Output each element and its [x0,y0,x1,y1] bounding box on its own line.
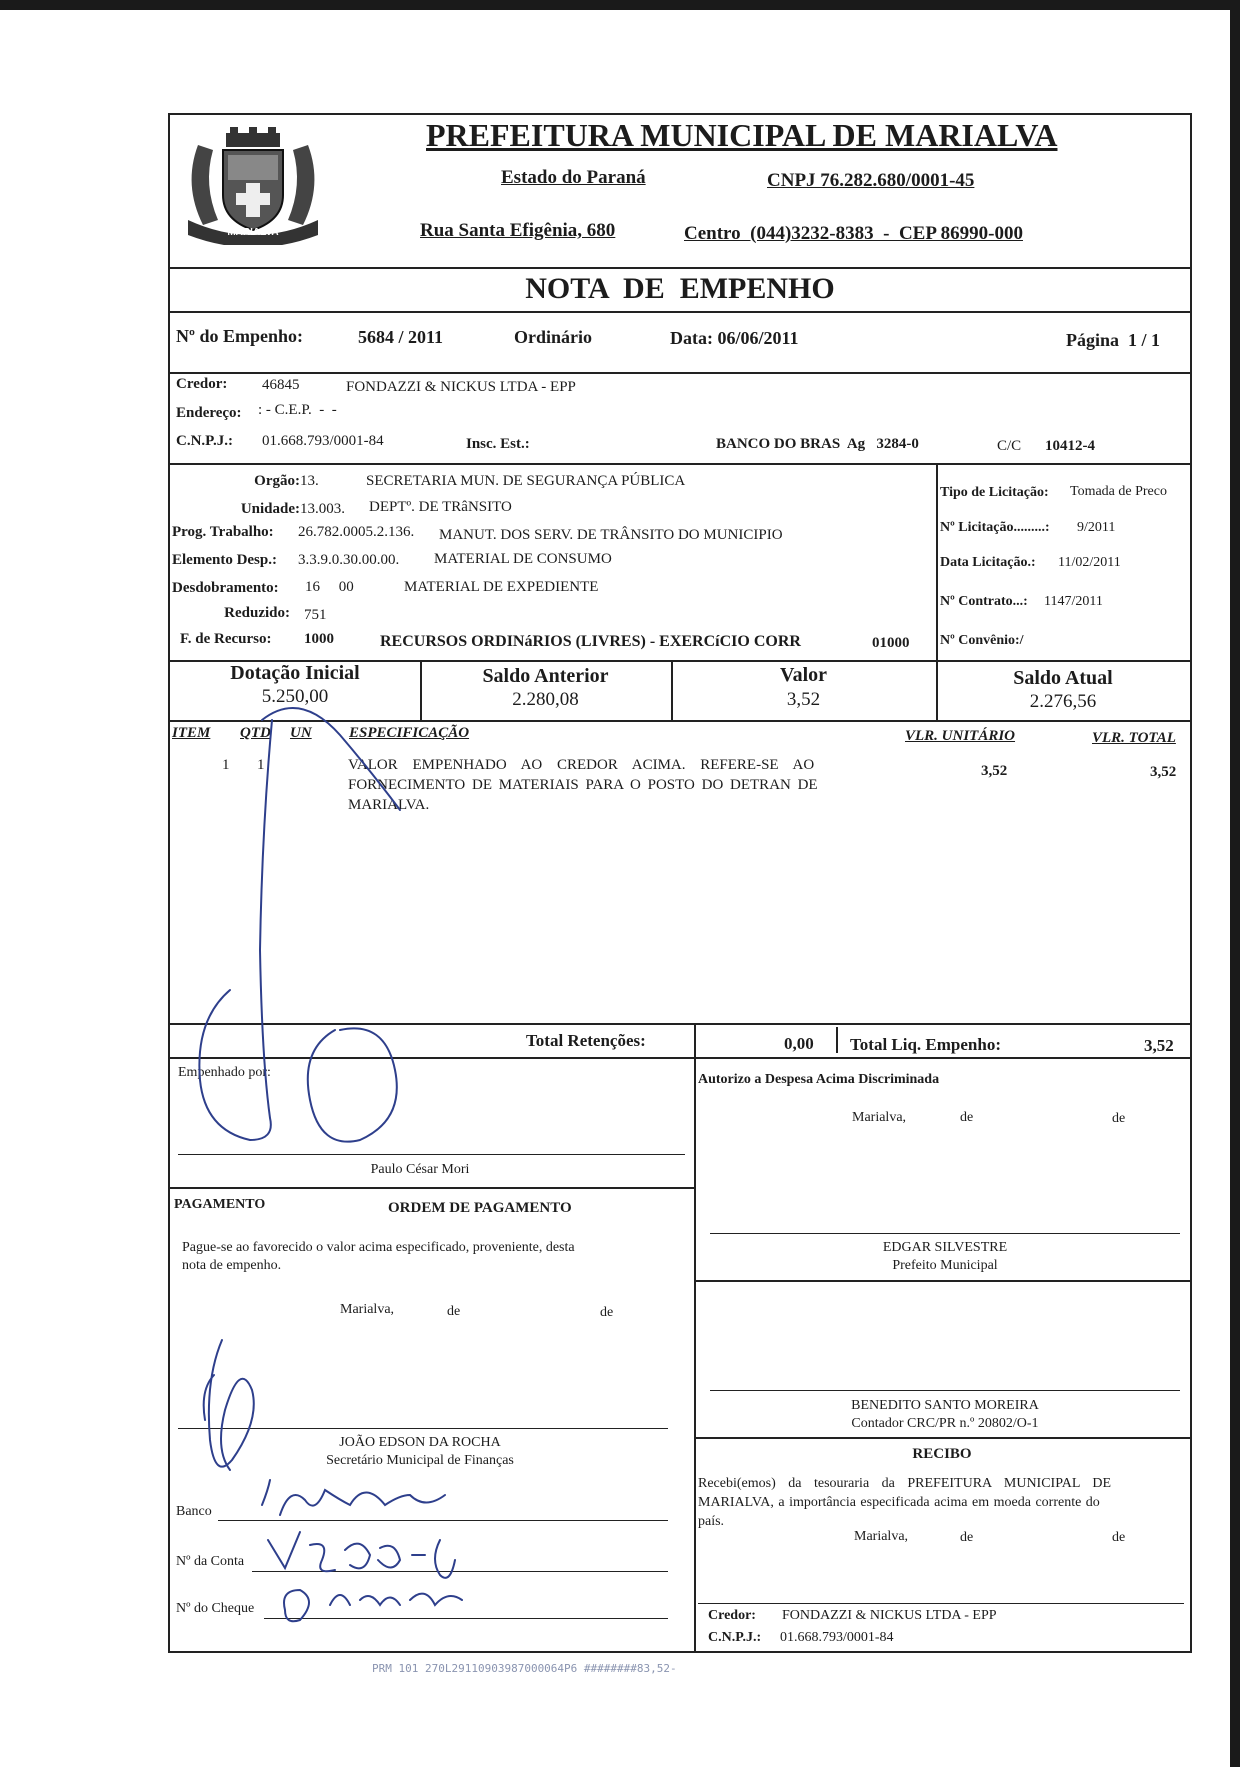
recurso-label: F. de Recurso: [180,631,272,647]
unidade-label: Unidade: [240,501,300,517]
pagamento-place: Marialva, [340,1302,395,1317]
col-un: UN [290,725,312,741]
contrato-label: Nº Contrato...: [940,594,1028,609]
tipo-licitacao-value: Tomada de Preco [1070,484,1167,499]
ordem-pagamento-label: ORDEM DE PAGAMENTO [388,1200,572,1216]
licitacao-number-label: Nº Licitação.........: [940,520,1050,535]
logo-text: MARIALVA [227,227,279,238]
data-licitacao-value: 11/02/2011 [1058,555,1121,570]
elemento-code: 3.3.9.0.30.00.00. [298,552,400,568]
address-label: Endereço: [176,405,242,421]
contrato-value: 1147/2011 [1044,594,1103,609]
empenhado-por-label: Empenhado por: [178,1065,271,1080]
unidade-value: DEPTº. DE TRâNSITO [369,499,512,515]
reduzido-value: 751 [304,607,327,623]
municipality-title: PREFEITURA MUNICIPAL DE MARIALVA [426,117,1058,153]
saldo-atual-value: 2.276,56 [1029,691,1097,712]
nota-de-empenho-form [168,113,1192,1653]
recurso-code: 1000 [304,631,334,647]
scan-right-border [1230,0,1240,1767]
contador-name: BENEDITO SANTO MOREIRA [851,1398,1039,1413]
banco-label: Banco [176,1504,212,1519]
page-number: Página 1 / 1 [1066,330,1161,350]
recibo-cnpj-label: C.N.P.J.: [708,1630,762,1645]
cnpj-label: C.N.P.J.: [176,433,233,449]
recurso-value: RECURSOS ORDINáRIOS (LIVRES) - EXERCíCIO CORR [380,633,801,650]
prefeito-name: EDGAR SILVESTRE [882,1240,1008,1255]
account-number: 10412-4 [1045,438,1095,454]
recurso-number: 01000 [872,635,910,651]
desdobramento-label: Desdobramento: [172,580,279,596]
empenho-number: 5684 / 2011 [358,327,444,347]
pagamento-text-1: Pague-se ao favorecido o valor acima especificado, proveniente, desta [182,1240,575,1255]
recibo-text-1: Recebi(emos) da tesouraria da PREFEITURA MUNICIPAL DE [698,1476,1112,1491]
elemento-value: MATERIAL DE CONSUMO [434,551,612,567]
cheque-label: Nº do Cheque [176,1601,255,1616]
orgao-value: SECRETARIA MUN. DE SEGURANÇA PÚBLICA [366,473,686,489]
recibo-cnpj-value: 01.668.793/0001-84 [780,1630,894,1645]
prog-trabalho-code: 26.782.0005.2.136. [298,524,415,540]
desdobramento-value: MATERIAL DE EXPEDIENTE [404,579,599,595]
row-spec-line-1: VALOR EMPENHADO AO CREDOR ACIMA. REFERE-SE AO [348,757,815,773]
empenhado-por-name: Paulo César Mori [370,1162,470,1177]
street-address: Rua Santa Efigênia, 680 [420,220,616,241]
reduzido-label: Reduzido: [224,605,290,621]
contador-role: Contador CRC/PR n.º 20802/O-1 [851,1416,1039,1431]
row-item: 1 [222,757,230,773]
empenho-number-label: Nº do Empenho: [176,326,303,346]
orgao-label: Orgão: [254,473,300,489]
total-retencoes-label: Total Retenções: [526,1031,646,1050]
conta-label: Nº da Conta [176,1554,245,1569]
autorizo-de-2: de [1112,1111,1126,1126]
convenio-label: Nº Convênio:/ [940,633,1024,648]
autorizo-place: Marialva, [852,1110,907,1125]
recibo-title: RECIBO [912,1446,972,1462]
row-total-price: 3,52 [1150,764,1177,780]
col-especificacao: ESPECIFICAÇÃO [349,725,470,741]
saldo-anterior-label: Saldo Anterior [482,665,609,687]
footer-code: PRM 101 270L29110903987000064P6 ########83,52- [372,1662,677,1675]
data-licitacao-label: Data Licitação.: [940,555,1036,570]
secretario-name: JOÃO EDSON DA ROCHA [339,1435,501,1450]
row-unit-price: 3,52 [981,763,1008,779]
pagamento-text-2: nota de empenho. [182,1258,282,1273]
tipo-licitacao-label: Tipo de Licitação: [940,485,1049,500]
pagamento-label: PAGAMENTO [174,1197,266,1212]
desdobramento-code: 16 00 [305,579,354,595]
empenho-type: Ordinário [514,327,593,347]
prog-trabalho-value: MANUT. DOS SERV. DE TRÂNSITO DO MUNICIPIO [439,527,783,543]
total-retencoes-value: 0,00 [784,1034,814,1053]
total-liquido-label: Total Liq. Empenho: [850,1035,1001,1054]
col-qtd: QTD [240,725,271,741]
autorizo-de-1: de [960,1110,974,1125]
col-vlr-total: VLR. TOTAL [1092,730,1176,746]
cnpj-value: 01.668.793/0001-84 [262,433,384,449]
dotacao-inicial-value: 5.250,00 [261,686,329,707]
saldo-anterior-value: 2.280,08 [512,689,579,710]
dotacao-inicial-label: Dotação Inicial [230,662,360,684]
recibo-de-1: de [960,1530,974,1545]
row-qtd: 1 [257,757,265,773]
col-item: ITEM [172,725,211,741]
state-name: Estado do Paraná [501,167,646,188]
row-spec-line-3: MARIALVA. [348,797,430,813]
recibo-credor-value: FONDAZZI & NICKUS LTDA - EPP [782,1608,997,1623]
recibo-text-2: MARIALVA, a importância especificada acima em moeda corrente do [698,1495,1100,1510]
account-label: C/C [997,438,1022,454]
recibo-place: Marialva, [854,1529,909,1544]
valor-label: Valor [779,664,828,686]
scan-top-border [0,0,1240,10]
recibo-text-3: país. [698,1514,725,1529]
recibo-de-2: de [1112,1530,1126,1545]
licitacao-number: 9/2011 [1077,520,1116,535]
credor-label: Credor: [176,376,228,392]
credor-code: 46845 [262,377,300,393]
pagamento-de-2: de [600,1305,614,1320]
recibo-credor-label: Credor: [708,1608,756,1623]
pagamento-de-1: de [447,1304,461,1319]
document-title: NOTA DE EMPENHO [525,272,835,305]
prog-trabalho-label: Prog. Trabalho: [172,524,274,540]
insc-est-label: Insc. Est.: [466,436,530,452]
empenho-date: Data: 06/06/2011 [670,328,799,348]
total-liquido-value: 3,52 [1144,1036,1174,1055]
bank-info: BANCO DO BRAS Ag 3284-0 [716,436,919,452]
address-value: : - C.E.P. - - [258,402,337,418]
autorizo-label: Autorizo a Despesa Acima Discriminada [698,1072,940,1087]
elemento-label: Elemento Desp.: [172,552,277,568]
prefeito-role: Prefeito Municipal [892,1258,998,1273]
cnpj-header: CNPJ 76.282.680/0001-45 [767,170,975,191]
saldo-atual-label: Saldo Atual [1013,667,1113,689]
unidade-code: 13.003. [300,501,345,517]
secretario-role: Secretário Municipal de Finanças [326,1453,514,1468]
district-phone-cep: Centro (044)3232-8383 - CEP 86990-000 [684,223,1023,244]
credor-name: FONDAZZI & NICKUS LTDA - EPP [346,379,576,395]
orgao-code: 13. [300,473,319,489]
col-vlr-unitario: VLR. UNITÁRIO [905,728,1016,744]
coat-of-arms-logo [178,125,328,245]
valor-value: 3,52 [786,689,821,710]
row-spec-line-2: FORNECIMENTO DE MATERIAIS PARA O POSTO DO DETRAN DE [348,777,818,793]
